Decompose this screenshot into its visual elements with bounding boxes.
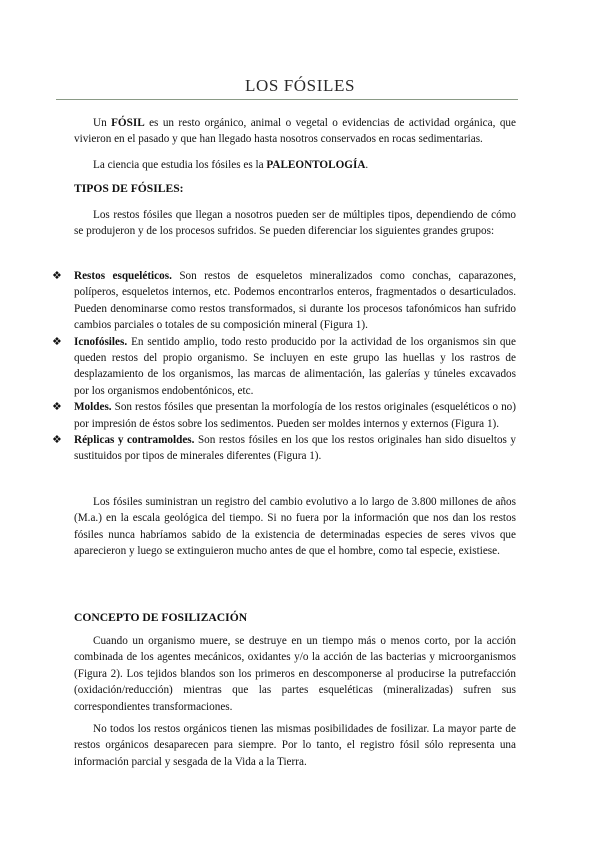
- intro-paragraph: [74, 115, 516, 148]
- bullet-text: Son restos fósiles en los que los restos originales han sido disueltos y sustituidos por tipos de minerales diferentes (Figura 1).: [74, 434, 516, 463]
- diamond-bullet-icon: ❖: [52, 400, 62, 414]
- bullet-text: Son restos de esqueletos mineralizados como conchas, caparazones, políperos, esqueletos internos, etc. Podemos encontrarlos enteros, fragmentados o desarticulados. Pueden denominarse como restos transformados, si durante los procesos tafonómicos han sufrido cambios parciales o totales de su composición mineral (Figura 1).: [74, 270, 516, 332]
- bullet-text: Son restos fósiles que presentan la morfología de los restos originales (esqueléticos o no) por impresión de éstos sobre los sedimentos. Pueden ser moldes internos y externos (Figura 1).: [74, 401, 516, 430]
- bullet-term: Réplicas y contramoldes.: [74, 434, 195, 447]
- intro-term: FÓSIL: [111, 117, 145, 129]
- fossil-record-paragraph: Los fósiles suministran un registro del cambio evolutivo a lo largo de 3.800 millones de años (M.a.) en la escala geológica del tiempo. Si no fuera por la información que nos dan los restos fósiles nunca habríamos sabido de la existencia de determinadas especies de seres vivos que aparecieron y luego se extinguieron mucho antes de que el hombre, como tal especie, existiese.: [74, 496, 516, 558]
- intro-rest: es un resto orgánico, animal o vegetal o evidencias de actividad orgánica, que vivieron en el pasado y que han llegado hasta nosotros conservados en rocas sedimentarias.: [74, 117, 516, 146]
- science-suffix: .: [365, 159, 369, 171]
- fossil-types-list: [52, 268, 516, 465]
- fossilization-paragraph-1: Cuando un organismo muere, se destruye en un tiempo más o menos corto, por la acción combinada de los agentes mecánicos, oxidantes y/o la acción de las bacterias y microorganismos (Figura 2). Los tejidos blandos son los primeros en descomponerse al producirse la putrefacción (oxidación/reducción) mientras que las partes esqueléticas (mineralizadas) sufren sus correspondientes transformaciones.: [74, 635, 516, 713]
- diamond-bullet-icon: ❖: [52, 269, 62, 282]
- diamond-bullet-icon: ❖: [52, 433, 62, 447]
- bullet-term: Restos esqueléticos.: [74, 270, 172, 282]
- list-item: [52, 399, 516, 432]
- fossilization-paragraph-2: No todos los restos orgánicos tienen las mismas posibilidades de fosilizar. La mayor parte de restos orgánicos desaparecen para siempre. Por lo tanto, el registro fósil sólo representa una información parcial y sesgada de la Vida a la Tierra.: [74, 723, 516, 768]
- page-title: LOS FÓSILES: [244, 76, 356, 95]
- bullet-term: Moldes.: [74, 401, 112, 414]
- types-intro-paragraph: Los restos fósiles que llegan a nosotros pueden ser de múltiples tipos, dependiendo de cómo se produjeron y de los procesos sufridos. Se pueden diferenciar los siguientes grandes grupos:: [74, 209, 516, 238]
- intro-prefix: Un: [93, 117, 112, 129]
- science-term: PALEONTOLOGÍA: [266, 159, 366, 171]
- fossilization-heading: CONCEPTO DE FOSILIZACIÓN: [74, 611, 248, 624]
- science-prefix: La ciencia que estudia los fósiles es la: [93, 159, 267, 171]
- list-item: [52, 268, 516, 334]
- list-item: [52, 432, 516, 465]
- diamond-bullet-icon: ❖: [52, 334, 62, 348]
- title-underline: [56, 99, 518, 100]
- science-paragraph: [74, 157, 516, 173]
- list-item: [52, 334, 516, 400]
- bullet-text: En sentido amplio, todo resto producido por la actividad de los organismos sin que queden restos del propio organismo. Se incluyen en este grupo las huellas y los rastros de desplazamiento de los organismos, las marcas de alimentación, las galerías y túneles excavados por los organismos endobentónicos, etc.: [74, 335, 516, 397]
- bullet-term: Icnofósiles.: [74, 335, 128, 348]
- types-heading: TIPOS DE FÓSILES:: [74, 182, 184, 195]
